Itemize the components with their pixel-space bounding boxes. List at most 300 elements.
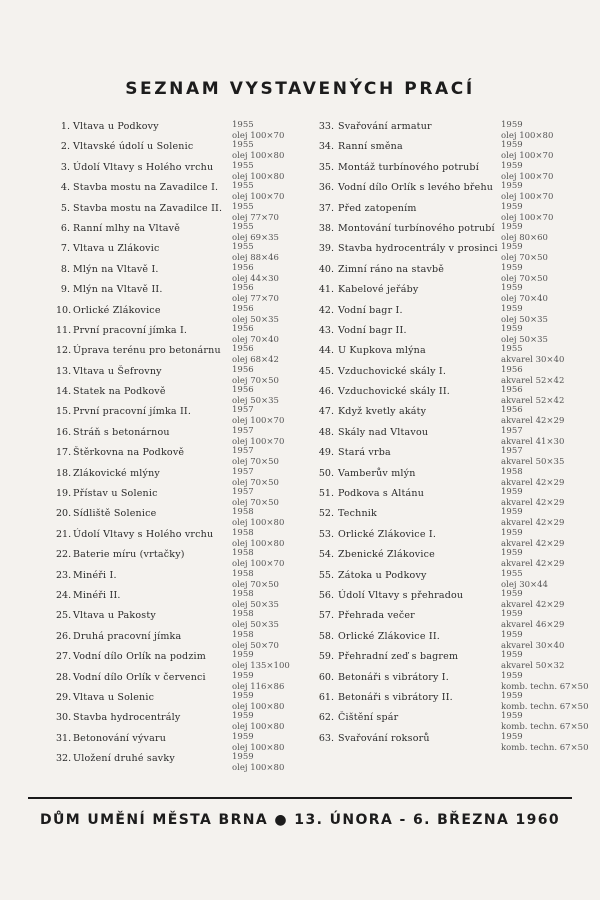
work-technique: akvarel 30×40 xyxy=(501,355,565,366)
work-year: 1957 xyxy=(501,446,523,457)
work-year: 1955 xyxy=(501,344,523,355)
work-title: Štěrkovna na Podkově xyxy=(73,447,185,459)
work-entry xyxy=(316,222,594,242)
work-number: 51. xyxy=(318,488,334,500)
work-entry xyxy=(56,202,304,222)
work-number: 34. xyxy=(318,141,334,153)
work-entry xyxy=(56,446,304,466)
work-number: 43. xyxy=(318,324,334,336)
work-year: 1959 xyxy=(501,731,523,742)
work-year: 1958 xyxy=(232,568,254,579)
work-year: 1959 xyxy=(501,262,523,273)
work-number: 54. xyxy=(318,549,334,561)
work-number: 50. xyxy=(318,467,334,479)
work-technique: akvarel 50×32 xyxy=(501,661,565,672)
work-technique: olej 100×70 xyxy=(501,212,554,223)
work-year: 1956 xyxy=(501,364,523,375)
work-year: 1956 xyxy=(232,323,254,334)
work-technique: akvarel 42×29 xyxy=(501,477,565,488)
work-year: 1959 xyxy=(501,487,523,498)
work-year: 1959 xyxy=(501,507,523,518)
work-title: Čištění spár xyxy=(338,712,399,724)
work-number: 20. xyxy=(56,508,72,520)
work-year: 1956 xyxy=(232,364,254,375)
work-technique: komb. techn. 67×50 xyxy=(501,681,589,692)
work-number: 36. xyxy=(318,182,334,194)
work-title: Stavba mostu na Zavadilce II. xyxy=(73,202,223,214)
work-title: Zlákovické mlýny xyxy=(73,467,161,479)
work-title: Skály nad Vltavou xyxy=(338,426,429,438)
work-number: 1. xyxy=(60,121,70,132)
work-title: Zátoka u Podkovy xyxy=(338,569,427,581)
work-year: 1959 xyxy=(501,323,523,334)
work-technique: akvarel 42×29 xyxy=(501,416,565,427)
work-year: 1957 xyxy=(232,446,254,457)
work-entry xyxy=(316,161,594,181)
work-year: 1955 xyxy=(232,120,254,130)
work-entry xyxy=(316,304,594,324)
work-title: Údolí Vltavy s Holého vrchu xyxy=(73,528,214,540)
work-technique: olej 100×80 xyxy=(232,171,285,182)
work-year: 1955 xyxy=(232,160,254,171)
work-entry xyxy=(56,732,304,752)
work-entry xyxy=(316,711,594,731)
work-entry xyxy=(316,691,594,711)
work-technique: akvarel 41×30 xyxy=(501,436,565,447)
work-technique: akvarel 52×42 xyxy=(501,375,565,386)
work-number: 58. xyxy=(318,630,334,642)
work-technique: olej 50×35 xyxy=(501,334,548,345)
work-title: Betonáři s vibrátory I. xyxy=(338,671,449,683)
work-year: 1959 xyxy=(232,731,254,742)
work-technique: akvarel 42×29 xyxy=(501,538,565,549)
work-number: 11. xyxy=(56,324,72,336)
work-title: Vltava u Pakosty xyxy=(73,610,156,622)
work-technique: olej 100×80 xyxy=(232,518,285,529)
work-year: 1959 xyxy=(232,711,254,722)
work-year: 1959 xyxy=(232,670,254,681)
work-technique: olej 100×70 xyxy=(232,416,285,427)
work-technique: olej 77×70 xyxy=(232,294,279,305)
work-technique: olej 70×50 xyxy=(501,253,548,264)
work-technique: olej 68×42 xyxy=(232,355,279,366)
work-number: 25. xyxy=(56,610,72,622)
work-entry xyxy=(56,385,304,405)
work-technique: olej 70×50 xyxy=(501,273,548,284)
work-entry xyxy=(56,671,304,691)
work-entry xyxy=(316,650,594,670)
work-title: Vodní bagr II. xyxy=(338,324,407,336)
work-number: 26. xyxy=(56,630,72,642)
work-number: 31. xyxy=(56,732,72,744)
work-entry xyxy=(316,589,594,609)
work-technique: olej 100×80 xyxy=(232,742,285,753)
work-year: 1959 xyxy=(232,690,254,701)
work-title: Stará vrba xyxy=(338,447,391,459)
work-technique: olej 30×44 xyxy=(501,579,548,590)
work-year: 1959 xyxy=(501,629,523,640)
work-number: 17. xyxy=(56,447,72,459)
work-number: 24. xyxy=(56,589,72,601)
work-number: 60. xyxy=(318,671,334,683)
work-entry xyxy=(56,650,304,670)
work-technique: olej 100×70 xyxy=(501,171,554,182)
work-technique: akvarel 42×29 xyxy=(501,498,565,509)
work-title: Přístav u Solenic xyxy=(73,488,158,500)
work-year: 1956 xyxy=(232,283,254,294)
work-entry xyxy=(316,242,594,262)
work-number: 39. xyxy=(318,243,334,255)
work-entry xyxy=(316,140,594,160)
work-entry xyxy=(316,120,594,140)
work-year: 1955 xyxy=(232,201,254,212)
work-technique: olej 135×100 xyxy=(232,661,290,672)
work-entry xyxy=(56,630,304,650)
work-technique: olej 70×40 xyxy=(232,334,279,345)
work-year: 1959 xyxy=(501,548,523,559)
work-entry xyxy=(56,426,304,446)
work-year: 1959 xyxy=(501,527,523,538)
work-year: 1957 xyxy=(232,405,254,416)
exhibition-footer: DŮM UMĚNÍ MĚSTA BRNA ● 13. ÚNORA - 6. BŘEZNA 1960 xyxy=(39,812,561,828)
work-entry xyxy=(316,548,594,568)
work-technique: olej 50×35 xyxy=(232,620,279,631)
work-entry xyxy=(316,528,594,548)
page-title: SEZNAM VYSTAVENÝCH PRACÍ xyxy=(125,79,475,99)
work-year: 1959 xyxy=(501,588,523,599)
work-number: 57. xyxy=(318,610,334,622)
work-technique: akvarel 30×40 xyxy=(501,640,565,651)
work-title: První pracovní jímka I. xyxy=(73,324,188,336)
work-technique: olej 100×70 xyxy=(232,131,285,141)
work-year: 1959 xyxy=(501,181,523,192)
work-entry xyxy=(56,405,304,425)
work-title: Orlické Zlákovice xyxy=(73,304,161,316)
work-technique: olej 100×70 xyxy=(501,192,554,203)
work-number: 3. xyxy=(60,161,70,173)
work-title: Montování turbínového potrubí xyxy=(338,222,495,234)
work-year: 1957 xyxy=(232,466,254,477)
work-year: 1959 xyxy=(501,201,523,212)
work-year: 1959 xyxy=(501,242,523,253)
work-number: 33. xyxy=(318,121,334,132)
work-number: 9. xyxy=(60,284,70,296)
work-technique: olej 100×80 xyxy=(232,538,285,549)
work-technique: olej 100×80 xyxy=(232,763,285,774)
work-title: Vodní dílo Orlík v červenci xyxy=(73,671,206,683)
work-title: Technik xyxy=(338,508,377,520)
work-number: 29. xyxy=(56,691,72,703)
works-list-right xyxy=(316,120,594,752)
work-entry xyxy=(316,630,594,650)
work-title: Zimní ráno na stavbě xyxy=(338,263,445,275)
work-year: 1958 xyxy=(232,507,254,518)
work-number: 2. xyxy=(60,141,70,153)
work-technique: olej 100×70 xyxy=(232,436,285,447)
work-technique: akvarel 42×29 xyxy=(501,518,565,529)
work-technique: komb. techn. 67×50 xyxy=(501,742,589,753)
work-year: 1959 xyxy=(232,752,254,763)
work-year: 1957 xyxy=(232,487,254,498)
work-technique: olej 50×35 xyxy=(232,314,279,325)
work-entry xyxy=(56,344,304,364)
work-entry xyxy=(316,569,594,589)
work-title: Svařování roksorů xyxy=(338,732,430,744)
work-entry xyxy=(56,140,304,160)
work-title: Vzduchovické skály I. xyxy=(338,365,447,377)
work-year: 1955 xyxy=(232,181,254,192)
work-number: 19. xyxy=(56,488,72,500)
work-number: 62. xyxy=(318,712,334,724)
work-number: 38. xyxy=(318,222,334,234)
work-entry xyxy=(316,671,594,691)
work-title: Vodní dílo Orlík na podzim xyxy=(73,651,206,663)
work-number: 28. xyxy=(56,671,72,683)
work-technique: olej 70×50 xyxy=(232,477,279,488)
work-number: 12. xyxy=(56,345,72,357)
work-title: Ranní směna xyxy=(338,141,403,153)
work-number: 48. xyxy=(318,426,334,438)
work-technique: olej 100×80 xyxy=(501,131,554,141)
work-year: 1959 xyxy=(501,670,523,681)
work-number: 15. xyxy=(56,406,72,418)
work-technique: olej 50×35 xyxy=(501,314,548,325)
work-year: 1956 xyxy=(501,405,523,416)
work-technique: akvarel 42×29 xyxy=(501,599,565,610)
work-entry xyxy=(56,752,304,772)
work-title: Podkova s Altánu xyxy=(338,488,425,500)
work-entry xyxy=(56,711,304,731)
work-number: 18. xyxy=(56,467,72,479)
works-list-left xyxy=(56,120,304,773)
work-year: 1958 xyxy=(232,609,254,620)
work-number: 45. xyxy=(318,365,334,377)
work-title: Stavba hydrocentrály v prosinci xyxy=(338,243,498,255)
work-title: Kabelové jeřáby xyxy=(338,284,419,296)
work-number: 14. xyxy=(56,386,72,398)
work-title: Betonáři s vibrátory II. xyxy=(338,691,453,703)
work-year: 1959 xyxy=(232,650,254,661)
work-technique: olej 70×50 xyxy=(232,457,279,468)
work-entry xyxy=(316,426,594,446)
work-entry xyxy=(56,569,304,589)
work-number: 22. xyxy=(56,549,72,561)
work-title: Svařování armatur xyxy=(338,121,432,132)
work-entry xyxy=(316,609,594,629)
work-title: Uložení druhé savky xyxy=(73,753,175,765)
work-year: 1958 xyxy=(232,527,254,538)
work-number: 42. xyxy=(318,304,334,316)
work-year: 1957 xyxy=(232,425,254,436)
work-year: 1958 xyxy=(232,588,254,599)
work-year: 1957 xyxy=(501,425,523,436)
work-title: Ranní mlhy na Vltavě xyxy=(73,222,181,234)
work-number: 63. xyxy=(318,732,334,744)
work-title: Když kvetly akáty xyxy=(338,406,427,418)
work-number: 47. xyxy=(318,406,334,418)
work-title: Úprava terénu pro betonárnu xyxy=(73,345,221,357)
work-entry xyxy=(316,324,594,344)
work-entry xyxy=(56,609,304,629)
work-title: Přehrada večer xyxy=(338,610,415,622)
work-title: Baterie míru (vrtačky) xyxy=(73,549,185,561)
work-number: 61. xyxy=(318,691,334,703)
work-year: 1956 xyxy=(232,385,254,396)
work-entry xyxy=(316,446,594,466)
work-entry xyxy=(56,487,304,507)
work-number: 21. xyxy=(56,528,72,540)
work-entry xyxy=(56,528,304,548)
work-entry xyxy=(316,263,594,283)
work-year: 1959 xyxy=(501,609,523,620)
work-number: 30. xyxy=(56,712,72,724)
work-year: 1958 xyxy=(232,548,254,559)
work-entry xyxy=(56,691,304,711)
work-year: 1955 xyxy=(232,140,254,151)
work-number: 41. xyxy=(318,284,334,296)
work-entry xyxy=(316,283,594,303)
work-entry xyxy=(56,365,304,385)
work-technique: olej 44×30 xyxy=(232,273,279,284)
work-title: Stavba hydrocentrály xyxy=(73,712,181,724)
work-title: Vltava u Šefrovny xyxy=(73,365,162,377)
work-year: 1959 xyxy=(501,711,523,722)
work-entry xyxy=(316,181,594,201)
work-entry xyxy=(56,507,304,527)
work-entry xyxy=(56,242,304,262)
work-title: Údolí Vltavy s Holého vrchu xyxy=(73,161,214,173)
work-entry xyxy=(316,344,594,364)
work-number: 56. xyxy=(318,589,334,601)
work-title: Orlické Zlákovice I. xyxy=(338,528,437,540)
work-number: 6. xyxy=(60,222,70,234)
work-number: 32. xyxy=(56,753,72,765)
work-entry xyxy=(56,120,304,140)
work-entry xyxy=(316,467,594,487)
work-entry xyxy=(56,304,304,324)
work-number: 7. xyxy=(60,243,70,255)
work-title: Vltava u Solenic xyxy=(73,691,155,703)
work-number: 40. xyxy=(318,263,334,275)
work-entry xyxy=(316,405,594,425)
work-year: 1959 xyxy=(501,690,523,701)
work-year: 1959 xyxy=(501,283,523,294)
work-year: 1955 xyxy=(232,221,254,232)
work-title: Orlické Zlákovice II. xyxy=(338,630,440,642)
work-entry xyxy=(56,222,304,242)
work-title: Betonování vývaru xyxy=(73,732,167,744)
work-number: 46. xyxy=(318,386,334,398)
work-title: Vltavské údolí u Solenic xyxy=(73,141,194,153)
work-technique: olej 50×35 xyxy=(232,396,279,407)
work-technique: akvarel 42×29 xyxy=(501,559,565,570)
work-technique: olej 70×50 xyxy=(232,375,279,386)
work-technique: olej 50×35 xyxy=(232,599,279,610)
work-technique: olej 100×80 xyxy=(232,701,285,712)
work-entry xyxy=(316,507,594,527)
work-technique: olej 100×70 xyxy=(232,559,285,570)
work-entry xyxy=(56,161,304,181)
work-entry xyxy=(56,548,304,568)
work-title: Montáž turbínového potrubí xyxy=(338,161,479,173)
work-technique: olej 100×70 xyxy=(501,151,554,162)
work-title: Vodní bagr I. xyxy=(338,304,403,316)
work-number: 5. xyxy=(60,202,70,214)
work-entry xyxy=(56,283,304,303)
work-year: 1958 xyxy=(501,466,523,477)
work-entry xyxy=(316,202,594,222)
footer-divider xyxy=(28,797,572,799)
work-title: Mlýn na Vltavě I. xyxy=(73,263,159,275)
work-technique: olej 69×35 xyxy=(232,232,279,243)
work-year: 1959 xyxy=(501,303,523,314)
work-year: 1959 xyxy=(501,160,523,171)
work-number: 4. xyxy=(60,182,70,194)
work-number: 59. xyxy=(318,651,334,663)
work-title: Přehradní zeď s bagrem xyxy=(338,651,459,663)
work-entry xyxy=(56,467,304,487)
work-technique: komb. techn. 67×50 xyxy=(501,722,589,733)
work-entry xyxy=(316,732,594,752)
work-entry xyxy=(56,181,304,201)
work-technique: olej 77×70 xyxy=(232,212,279,223)
work-technique: olej 100×70 xyxy=(232,192,285,203)
work-year: 1959 xyxy=(501,140,523,151)
work-year: 1958 xyxy=(232,629,254,640)
work-title: Stráň s betonárnou xyxy=(73,426,170,438)
work-year: 1959 xyxy=(501,221,523,232)
work-number: 16. xyxy=(56,426,72,438)
work-number: 10. xyxy=(56,304,72,316)
work-title: Sídliště Solenice xyxy=(73,508,157,520)
work-year: 1955 xyxy=(501,568,523,579)
work-number: 52. xyxy=(318,508,334,520)
work-title: Mlýn na Vltavě II. xyxy=(73,284,163,296)
work-year: 1959 xyxy=(501,120,523,130)
work-number: 37. xyxy=(318,202,334,214)
work-year: 1956 xyxy=(232,344,254,355)
work-number: 44. xyxy=(318,345,334,357)
work-year: 1956 xyxy=(501,385,523,396)
work-technique: akvarel 52×42 xyxy=(501,396,565,407)
work-technique: olej 70×50 xyxy=(232,498,279,509)
work-number: 35. xyxy=(318,161,334,173)
work-title: Minéři II. xyxy=(73,589,121,601)
work-title: Vzduchovické skály II. xyxy=(338,386,450,398)
work-number: 55. xyxy=(318,569,334,581)
work-technique: olej 100×80 xyxy=(232,722,285,733)
work-technique: akvarel 50×35 xyxy=(501,457,565,468)
work-number: 49. xyxy=(318,447,334,459)
work-entry xyxy=(316,385,594,405)
work-title: Stavba mostu na Zavadilce I. xyxy=(73,182,219,194)
work-entry xyxy=(56,589,304,609)
work-year: 1959 xyxy=(501,650,523,661)
work-technique: komb. techn. 67×50 xyxy=(501,701,589,712)
work-title: Minéři I. xyxy=(73,569,117,581)
work-title: Vamberův mlýn xyxy=(338,467,416,479)
work-title: Před zatopením xyxy=(338,202,417,214)
work-entry xyxy=(56,263,304,283)
work-year: 1955 xyxy=(232,242,254,253)
work-entry xyxy=(316,487,594,507)
work-title: Vltava u Zlákovic xyxy=(73,243,160,255)
work-technique: olej 100×80 xyxy=(232,151,285,162)
work-title: Zbenické Zlákovice xyxy=(338,549,435,561)
work-entry xyxy=(56,324,304,344)
work-year: 1956 xyxy=(232,262,254,273)
work-title: Vltava u Podkovy xyxy=(73,121,159,132)
